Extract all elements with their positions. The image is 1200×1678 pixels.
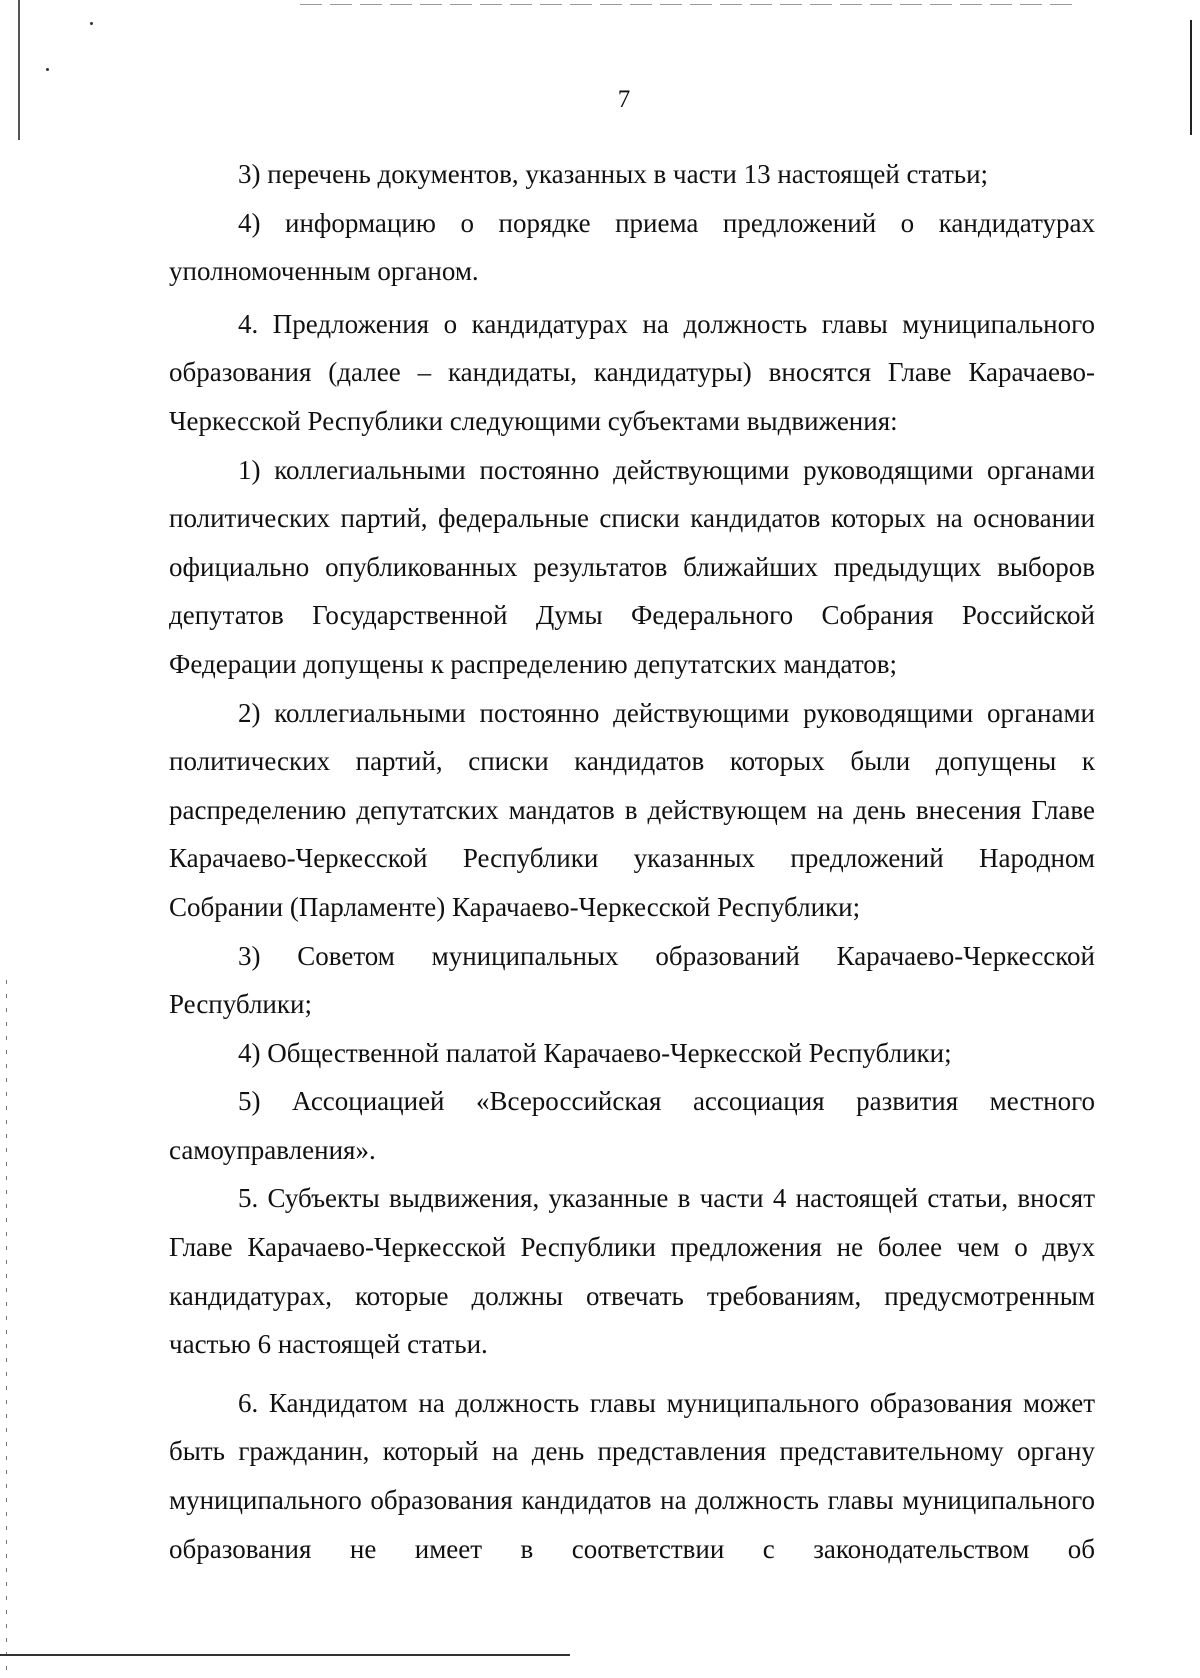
paragraph: 4) информацию о порядке приема предложений о кандидатурах уполномоченным органом. (169, 207, 1095, 287)
scan-edge-top (300, 4, 1080, 5)
paragraph: 5) Ассоциацией «Всероссийская ассоциация развития местного самоуправления». (169, 1086, 1095, 1165)
scan-speck (46, 68, 49, 71)
paragraph: 5. Субъекты выдвижения, указанные в части 4 настоящей статьи, вносят Главе Карачаево-Черкесской Республики предложения не более чем о двух кандидатурах, которые должны отвечать требованиям, предусмотренным частью 6 настоящей статьи. (169, 1183, 1095, 1360)
document-body (169, 150, 1095, 1573)
scan-edge-bottom (0, 1654, 570, 1656)
scan-edge-left (18, 0, 20, 140)
paragraph: 2) коллегиальными постоянно действующими руководящими органами политических партий, списки кандидатов которых были допущены к распределению депутатских мандатов в действующем на день внесения Главе Карачаево-Черкесской Республики указанных предложений Народном Собрании (Парламенте) Карачаево-Черкесской Республики; (169, 697, 1095, 922)
paragraph: 4) Общественной палатой Карачаево-Черкесской Республики; (238, 1037, 952, 1068)
paragraph: 1) коллегиальными постоянно действующими руководящими органами политических партий, федеральные списки кандидатов которых на основании официально опубликованных результатов ближайших предыдущих выборов депутатов Государственной Думы Федерального Собрания Российской Федерации допущены к распределению депутатских мандатов; (169, 454, 1095, 679)
scan-edge-right (1190, 20, 1192, 135)
page-number: 7 (617, 86, 631, 113)
paragraph: 3) перечень документов, указанных в части 13 настоящей статьи; (238, 159, 989, 189)
scan-speck (90, 22, 93, 25)
paragraph: 3) Советом муниципальных образований Карачаево-Черкесской Республики; (169, 940, 1095, 1020)
paragraph: 4. Предложения о кандидатурах на должность главы муниципального образования (далее – кандидаты, кандидатуры) вносятся Главе Карачаево-Черкесской Республики следующими субъектами выдвижения: (169, 308, 1095, 436)
scan-edge-left-dashed (6, 980, 7, 1670)
paragraph: 6. Кандидатом на должность главы муниципального образования может быть гражданин, который на день представления представительному органу муниципального образования кандидатов на должность главы муниципального образования не имеет в соответствии с законодательством об (169, 1387, 1095, 1564)
